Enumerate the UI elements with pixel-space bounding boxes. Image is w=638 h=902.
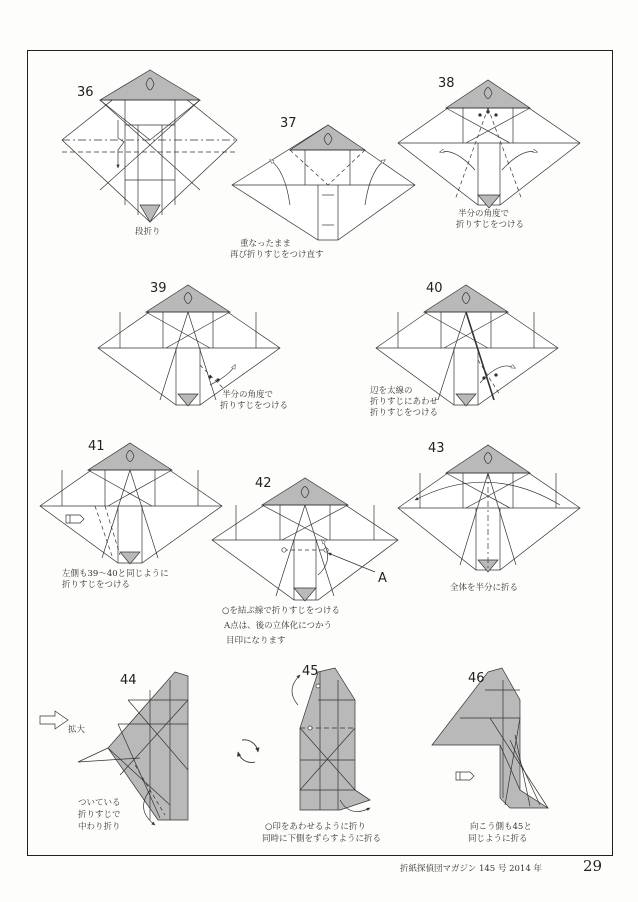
step-38-caption-line1: 半分の角度で xyxy=(458,209,510,219)
step-38-diagram xyxy=(398,80,580,208)
step-42-caption-line1: ○を結ぶ線で折りすじをつける xyxy=(222,606,340,616)
step-44-caption-line2: 折りすじで xyxy=(78,810,121,820)
footer-magazine: 折紙探偵団マガジン 145 号 2014 年 xyxy=(400,864,542,874)
step-43-caption: 全体を半分に折る xyxy=(450,583,519,593)
step-37-number: 37 xyxy=(280,116,297,131)
step-38-caption-line2: 折りすじをつける xyxy=(456,220,525,230)
step-46-diagram xyxy=(432,668,548,808)
step-45-diagram xyxy=(292,668,370,812)
step-39-number: 39 xyxy=(150,281,167,296)
step-42-point-label: A xyxy=(378,571,387,586)
step-40-number: 40 xyxy=(426,281,443,296)
step-41-number: 41 xyxy=(88,439,105,454)
step-42-caption-line3: 目印になります xyxy=(226,636,286,646)
step-44-zoom-label: 拡大 xyxy=(68,725,86,735)
step-37-caption-line1: 重なったまま xyxy=(240,239,292,249)
step-44-caption-line1: ついている xyxy=(78,798,121,808)
step-44-number: 44 xyxy=(120,673,137,688)
step-43-diagram xyxy=(398,445,580,572)
step-46-number: 46 xyxy=(468,671,485,686)
step-41-caption-line1: 左側も39～40と同じように xyxy=(62,569,169,579)
step-41-diagram xyxy=(40,443,222,564)
page-number: 29 xyxy=(583,857,603,875)
step-39-diagram xyxy=(98,285,280,406)
step-46-caption-line2: 同じように折る xyxy=(468,834,528,844)
rotate-icon xyxy=(238,740,258,763)
step-36-caption: 段折り xyxy=(135,227,161,237)
step-41-caption-line2: 折りすじをつける xyxy=(62,580,131,590)
step-37-diagram xyxy=(232,125,415,240)
step-44-caption-line3: 中わり折り xyxy=(78,822,121,832)
step-45-caption-line2: 同時に下側をずらすように折る xyxy=(262,834,382,844)
step-40-caption-line3: 折りすじをつける xyxy=(370,408,439,418)
step-46-caption-line1: 向こう側も45と xyxy=(470,822,532,832)
step-40-caption-line1: 辺を太線の xyxy=(370,386,413,396)
step-42-number: 42 xyxy=(255,476,272,491)
step-37-caption-line2: 再び折りすじをつけ直す xyxy=(230,250,324,260)
step-43-number: 43 xyxy=(428,441,445,456)
step-39-caption-line2: 折りすじをつける xyxy=(220,401,289,411)
step-40-caption-line2: 折りすじにあわせ xyxy=(370,397,439,407)
step-45-number: 45 xyxy=(302,664,319,679)
step-38-number: 38 xyxy=(438,76,455,91)
step-42-diagram xyxy=(212,478,398,601)
step-39-caption-line1: 半分の角度で xyxy=(222,390,274,400)
step-42-caption-line2: A点は、後の立体化につかう xyxy=(224,621,332,631)
step-36-number: 36 xyxy=(77,85,94,100)
step-45-caption-line1: ○印をあわせるように折り xyxy=(265,822,366,832)
